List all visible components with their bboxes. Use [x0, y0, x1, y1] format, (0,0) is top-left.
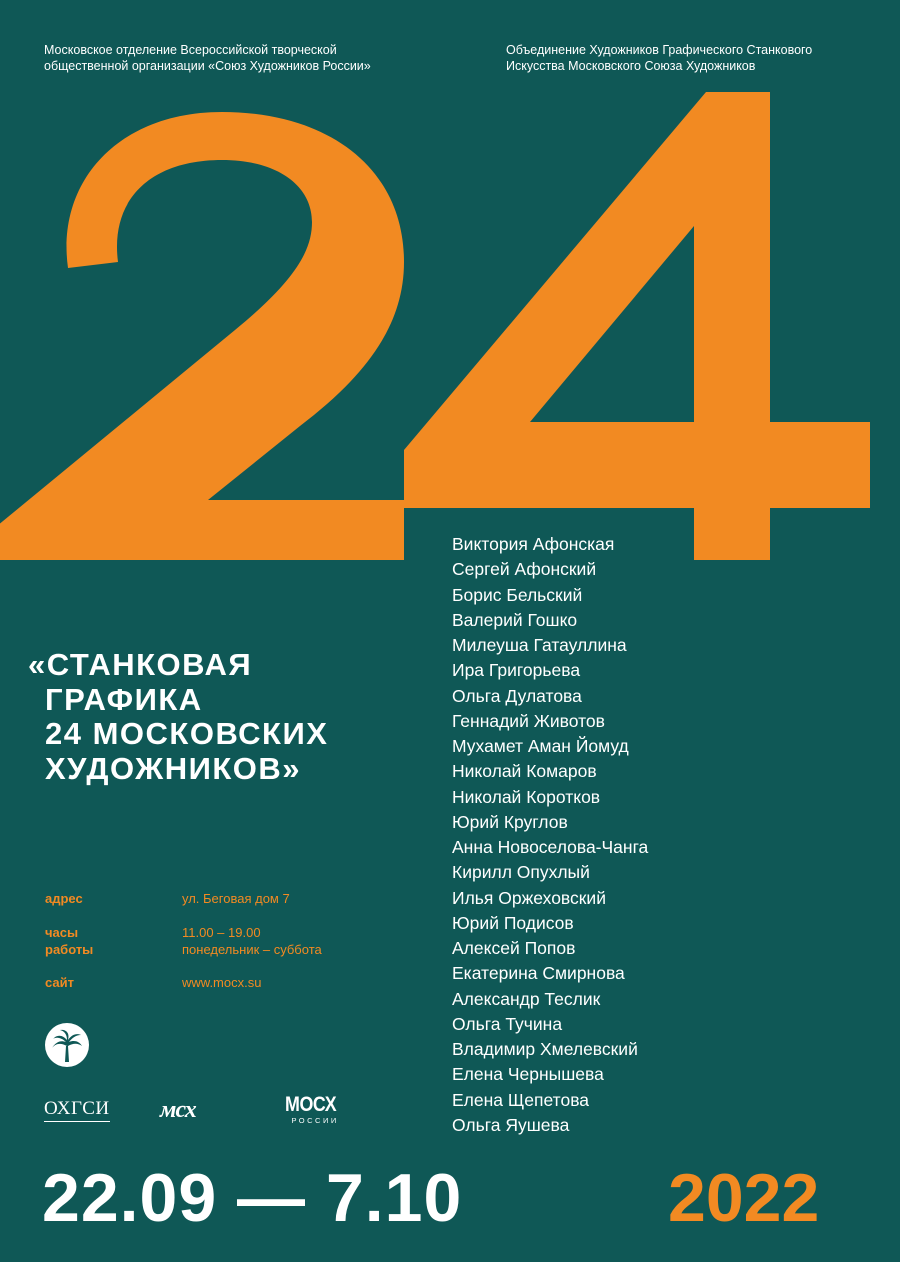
artist-name: Ольга Дулатова: [452, 685, 582, 706]
artist-name: Юрий Подисов: [452, 912, 574, 933]
artist-name: Елена Щепетова: [452, 1089, 590, 1110]
artist-name: Сергей Афонский: [452, 559, 597, 580]
artist-name: Николай Комаров: [452, 761, 597, 782]
hours-label-2: работы: [45, 942, 94, 957]
organizer-left-line-1: Московское отделение Всероссийской творческой: [44, 43, 337, 57]
palm-emblem-icon: [44, 1022, 90, 1068]
artist-name: Ольга Яушева: [452, 1114, 570, 1135]
title-line-2: ГРАФИКА: [45, 681, 203, 717]
title-line-3: 24 МОСКОВСКИХ: [45, 716, 329, 751]
msh-logo: мсх: [160, 1097, 196, 1123]
address-value: ул. Беговая дом 7: [182, 891, 290, 906]
artist-name: Владимир Хмелевский: [452, 1039, 638, 1059]
digit-4: [404, 92, 870, 560]
artist-name: Николай Коротков: [452, 786, 601, 807]
artist-name: Мухамет Аман Йомуд: [452, 736, 629, 756]
artist-list: [452, 532, 648, 1138]
artist-name: Юрий Круглов: [452, 811, 568, 832]
site-label: сайт: [45, 975, 74, 990]
artist-name: Екатерина Смирнова: [452, 963, 625, 984]
title-line-4: ХУДОЖНИКОВ»: [45, 750, 302, 786]
organizer-left-line-2: общественной организации «Союз Художников России»: [44, 59, 371, 73]
title-line-1: «СТАНКОВАЯ: [28, 647, 253, 682]
mosx-logo: [285, 1094, 345, 1126]
exhibition-dates: 22.09 — 7.10: [42, 1160, 463, 1236]
digit-2: [0, 112, 404, 560]
artist-name: Валерий Гошко: [452, 609, 578, 630]
mosx-logo-sub: РОССИИ: [291, 1116, 339, 1125]
hours-value-2: понедельник – суббота: [182, 942, 322, 957]
artist-name: Виктория Афонская: [452, 534, 615, 554]
exhibition-year: 2022: [668, 1160, 820, 1236]
exhibition-title: [28, 647, 329, 786]
hours-value-1: 11.00 – 19.00: [182, 925, 261, 940]
mosx-logo-main: МОСХ: [285, 1093, 337, 1116]
artist-name: Милеуша Гатауллина: [452, 635, 627, 655]
organizer-right-line-2: Искусства Московского Союза Художников: [506, 59, 756, 73]
organizer-right-line-1: Объединение Художников Графического Станкового: [506, 43, 813, 57]
artist-name: Александр Теслик: [452, 988, 601, 1009]
address-label: адрес: [45, 891, 83, 906]
hours-label-1: часы: [45, 925, 79, 940]
artist-name: Ира Григорьева: [452, 660, 581, 681]
artist-name: Илья Оржеховский: [452, 887, 606, 908]
site-link[interactable]: www.mocx.su: [182, 975, 262, 990]
artist-name: Анна Новоселова-Чанга: [452, 837, 649, 857]
big-number-24: [0, 0, 900, 560]
artist-name: Кирилл Опухлый: [452, 862, 590, 883]
artist-name: Елена Чернышева: [452, 1064, 604, 1085]
artist-name: Геннадий Животов: [452, 710, 605, 731]
artist-name: Алексей Попов: [452, 938, 576, 958]
artist-name: Ольга Тучина: [452, 1013, 563, 1034]
ohgsi-logo: ОХГСИ: [44, 1098, 110, 1122]
artist-name: Борис Бельский: [452, 584, 583, 605]
